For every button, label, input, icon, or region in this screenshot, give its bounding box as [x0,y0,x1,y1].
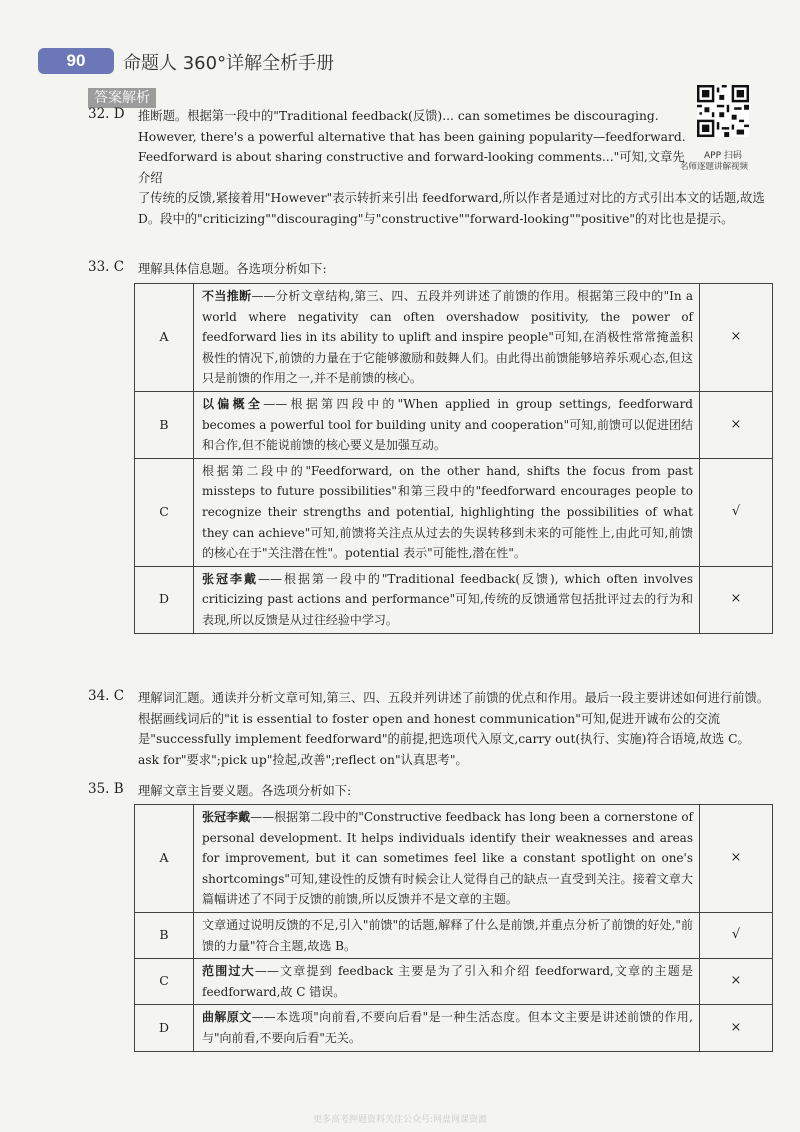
option-text: ——根据第四段中的"When applied in group settings, feedforward becomes a powerful tool for building unity and cooperation"可知,前馈可以促进团结和合作,但不能说前馈的核心要义是加强互动。 [202,396,693,453]
q33-options-table [134,283,773,634]
table-row [135,458,773,566]
option-tag: 张冠李戴 [202,571,258,586]
book-title: 命题人 360°详解全析手册 [123,53,335,74]
footer-watermark: 更多高考押题资料关注公众号:网盘网课资源 [312,1115,488,1125]
option-analysis [194,912,700,958]
option-mark: × [700,959,773,1005]
page-number: 90 [38,48,114,74]
table-row [135,959,773,1005]
option-tag: 范围过大 [202,964,255,979]
table-row [135,805,773,913]
option-mark: × [700,805,773,913]
table-row [135,391,773,458]
option-analysis [194,458,700,566]
option-label: A [135,284,194,392]
qr-code-icon[interactable] [697,85,749,137]
option-mark: √ [700,912,773,958]
q34-number: 34. C [88,688,125,704]
qr-caption-video: 名师逐题讲解视频 [680,162,749,172]
option-label: B [135,391,194,458]
option-text: ——分析文章结构,第三、四、五段并列讲述了前馈的作用。根据第三段中的"In a world where negativity can often overshadow positivity, the power of feedforward lies in its ability to uplift and inspire people"可知,在消极性常常掩盖积极性的情况下,前馈的力量在于它能够激励和鼓舞人们。由此得出前馈能够培养乐观心态,但这只是前馈的作用之一,并不是前馈的核心。 [202,289,693,386]
option-text: 文章通过说明反馈的不足,引入"前馈"的话题,解释了什么是前馈,并重点分析了前馈的好处,"前馈的力量"符合主题,故选 B。 [202,917,693,953]
q35-options-table [134,804,773,1052]
option-label: B [135,912,194,958]
q35-number: 35. B [88,781,124,797]
table-row [135,284,773,392]
option-text: ——本选项"向前看,不要向后看"是一种生活态度。但本文主要是讲述前馈的作用,与"向前看,不要向后看"无关。 [202,1010,693,1045]
option-analysis [194,1005,700,1051]
q32-explanation-lead: 推断题。根据第一段中的"Traditional feedback(反馈)... can sometimes be discouraging. However, there's a powerful alternative that has been gaining popularity—feedforward. Feedforward is about sharing constructive and forward-looking comments..."可知,文章先介绍 [138,109,686,185]
q33-lead: 理解具体信息题。各选项分析如下: [138,262,327,276]
option-analysis [194,805,700,913]
option-analysis [194,959,700,1005]
option-analysis [194,284,700,392]
option-label: D [135,566,194,633]
qr-caption-app: APP 扫码 [704,151,742,161]
option-tag: 以偏概全 [202,396,264,411]
option-text: ——根据第二段中的"Constructive feedback has long been a cornerstone of personal development. It helps individuals identify their weaknesses and areas for improvement, but it can sometimes feel like a constant spotlight on one's shortcomings"可知,建设性的反馈有时候会让人觉得自己的缺点一直受到关注。接着文章大篇幅讲述了不同于反馈的前馈,所以反馈并不是文章的主题。 [202,810,693,907]
page-header [38,48,778,76]
option-tag: 不当推断 [202,289,252,303]
option-label: C [135,458,194,566]
option-label: D [135,1005,194,1051]
option-mark: √ [700,458,773,566]
option-mark: × [700,566,773,633]
q32-number: 32. D [88,106,125,122]
table-row [135,912,773,958]
option-mark: × [700,391,773,458]
q35-lead: 理解文章主旨要义题。各选项分析如下: [138,784,352,798]
option-analysis [194,391,700,458]
option-mark: × [700,1005,773,1051]
option-tag: 张冠李戴 [202,810,251,824]
option-text: 根据第二段中的"Feedforward, on the other hand, shifts the focus from past missteps to future possibilities"和第三段中的"feedforward encourages people to recognize their strengths and potential, highlighting the possibilities of what they can achieve"可知,前馈将关注点从过去的失误转移到未来的可能性上,由此可知,前馈的核心在于"关注潜在性"。potential 表示"可能性,潜在性"。 [202,463,693,561]
q32-explanation-rest: 了传统的反馈,紧接着用"However"表示转折来引出 feedforward,所以作者是通过对比的方式引出本文的话题,故选 D。段中的"criticizing""discouraging"与"constructive""forward-looking""positive"的对比也是提示。 [138,191,765,226]
section-tag: 答案解析 [88,88,156,108]
option-tag: 曲解原文 [202,1010,252,1025]
q34-explanation: 理解词汇题。通读并分析文章可知,第三、四、五段并列讲述了前馈的优点和作用。最后一段主要讲述如何进行前馈。根据画线词后的"it is essential to foster open and honest communication"可知,促进开诚布公的交流是"successfully implement feedforward"的前提,把选项代入原文,carry out(执行、实施)符合语境,故选 C。ask for"要求";pick up"捡起,改善";reflect on"认真思考"。 [138,691,770,767]
table-row [135,566,773,633]
option-text: ——根据第一段中的"Traditional feedback(反馈), which often involves criticizing past actions and performance"可知,传统的反馈通常包括批评过去的行为和表现,所以反馈是从过往经验中学习。 [202,571,693,627]
option-label: C [135,959,194,1005]
option-analysis [194,566,700,633]
table-row [135,1005,773,1051]
option-text: ——文章提到 feedback 主要是为了引入和介绍 feedforward,文章的主题是 feedforward,故 C 错误。 [202,964,693,999]
q33-number: 33. C [88,259,125,275]
option-mark: × [700,284,773,392]
option-label: A [135,805,194,913]
